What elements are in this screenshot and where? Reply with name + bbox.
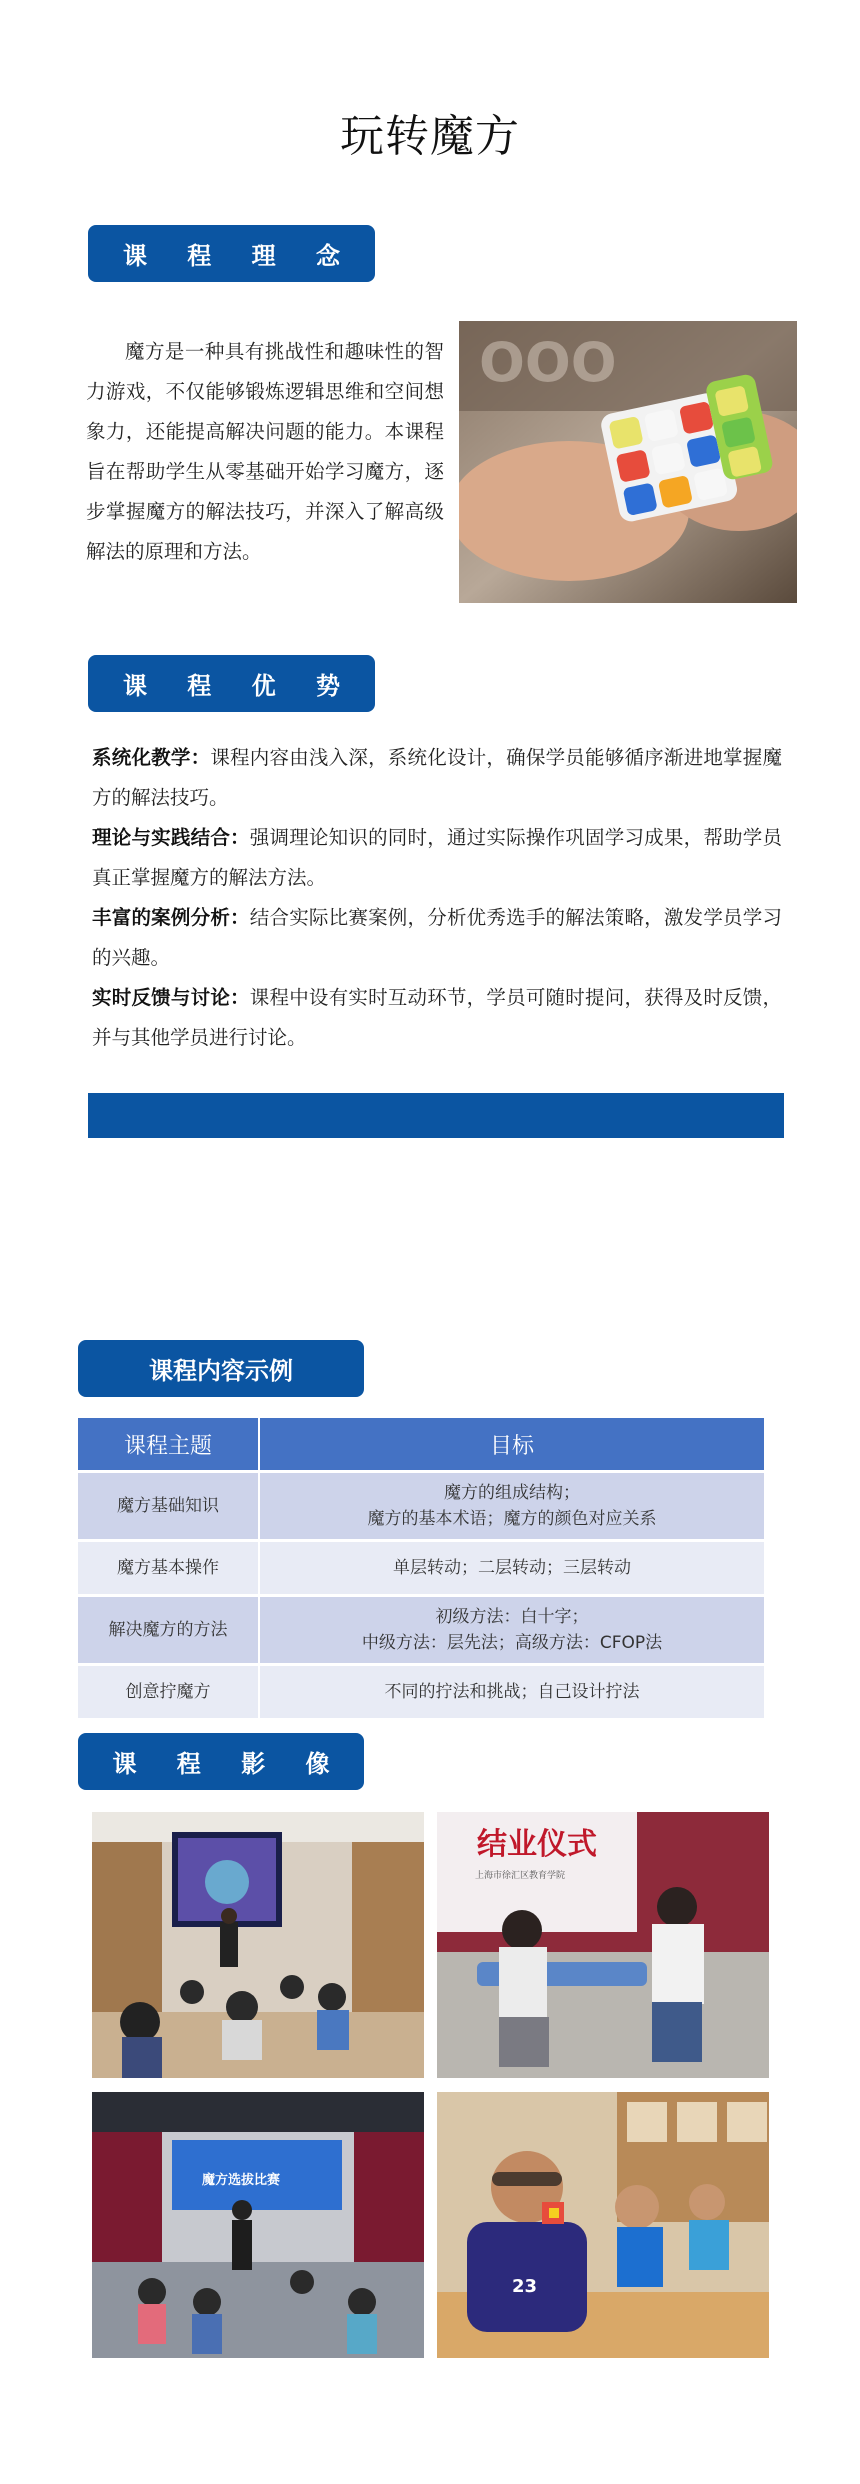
course-content-table — [78, 1418, 764, 1718]
section-header-philosophy: 课 程 理 念 — [88, 225, 375, 282]
table-row — [78, 1594, 764, 1663]
table-cell-goal — [260, 1539, 764, 1594]
advantage-title: 丰富的案例分析： — [92, 906, 250, 929]
classroom-photo-1 — [92, 1812, 424, 2078]
section-header-advantages: 课 程 优 势 — [88, 655, 375, 712]
advantage-item — [92, 738, 782, 818]
section-header-content-examples: 课程内容示例 — [78, 1340, 364, 1397]
goal-line: 不同的拧法和挑战；自己设计拧法 — [384, 1682, 640, 1702]
table-cell-topic: 解决魔方的方法 — [78, 1594, 260, 1663]
banner-text: 结业仪式 — [477, 1827, 597, 1862]
table-cell-goal — [260, 1594, 764, 1663]
table-row — [78, 1470, 764, 1539]
rubiks-cube-photo — [459, 321, 797, 603]
advantage-text: 课程中设有实时互动环节，学员可随时提问，获得及时反馈，并与其他学员进行讨论。 — [92, 986, 782, 1049]
advantage-title: 理论与实践结合： — [92, 826, 250, 849]
goal-line: 单层转动；二层转动；三层转动 — [393, 1558, 631, 1578]
table-cell-topic: 创意拧魔方 — [78, 1663, 260, 1718]
advantages-list — [92, 738, 782, 1058]
goal-line: 魔方的基本术语；魔方的颜色对应关系 — [367, 1509, 657, 1529]
advantage-title: 实时反馈与讨论： — [92, 986, 250, 1009]
goal-line: 中级方法：层先法；高级方法：CFOP法 — [361, 1633, 663, 1653]
advantage-text: 结合实际比赛案例，分析优秀选手的解法策略，激发学员学习的兴趣。 — [92, 906, 782, 969]
advantage-text: 课程内容由浅入深，系统化设计，确保学员能够循序渐进地掌握魔方的解法技巧。 — [92, 746, 782, 809]
jersey-number: 23 — [512, 2276, 538, 2297]
table-header-topic: 课程主题 — [78, 1418, 260, 1470]
banner-subtext: 上海市徐汇区教育学院 — [475, 1871, 566, 1881]
table-header-row — [78, 1418, 764, 1470]
table-cell-topic: 魔方基本操作 — [78, 1539, 260, 1594]
advantage-item — [92, 818, 782, 898]
intro-paragraph: 魔方是一种具有挑战性和趣味性的智力游戏，不仅能够锻炼逻辑思维和空间想象力，还能提高解决问题的能力。本课程旨在帮助学生从零基础开始学习魔方，逐步掌握魔方的解法技巧，并深入了解高级解法的原理和方法。 — [86, 340, 444, 563]
competition-photo — [92, 2092, 424, 2358]
svg-text:OOO: OOO — [479, 331, 617, 394]
table-cell-goal — [260, 1470, 764, 1539]
kids-cube-photo — [437, 2092, 769, 2358]
table-header-goal: 目标 — [260, 1418, 764, 1470]
advantage-title: 系统化教学： — [92, 746, 211, 769]
graduation-photo — [437, 1812, 769, 2078]
table-cell-topic: 魔方基础知识 — [78, 1470, 260, 1539]
divider-bar — [88, 1093, 784, 1138]
goal-line: 初级方法：白十字； — [435, 1607, 589, 1627]
banner-text: 魔方选拔比赛 — [202, 2173, 281, 2188]
advantage-item — [92, 898, 782, 978]
section-header-gallery: 课 程 影 像 — [78, 1733, 364, 1790]
advantage-text: 强调理论知识的同时，通过实际操作巩固学习成果，帮助学员真正掌握魔方的解法方法。 — [92, 826, 782, 889]
goal-line: 魔方的组成结构； — [444, 1483, 580, 1503]
table-row — [78, 1663, 764, 1718]
advantage-item — [92, 978, 782, 1058]
table-row — [78, 1539, 764, 1594]
page-title: 玩转魔方 — [340, 111, 520, 162]
table-cell-goal — [260, 1663, 764, 1718]
course-content-table-wrap — [78, 1418, 764, 1718]
